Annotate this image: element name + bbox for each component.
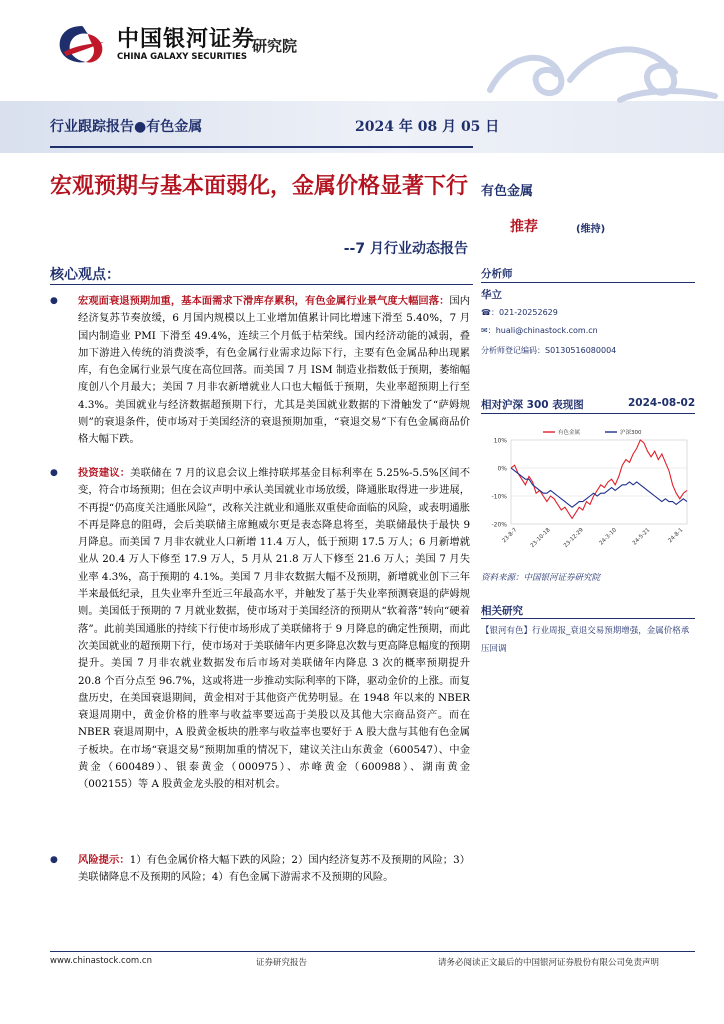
rating-note: (维持): [576, 224, 606, 235]
footer-divider: [50, 951, 695, 952]
analyst-email: ✉：huali@chinastock.com.cn: [481, 326, 598, 335]
logo-suffix: 研究院: [252, 37, 298, 55]
x-tick-label: 23-10-18: [529, 527, 552, 550]
x-tick-label: 24-3-10: [598, 527, 619, 547]
report-date: 2024 年 08 月 05 日: [355, 119, 500, 135]
bullet-dot-icon: ●: [50, 296, 58, 306]
y-tick-label: -20%: [491, 521, 507, 529]
analyst-heading: 分析师: [481, 268, 513, 280]
bullet-lead: 风险提示：: [78, 854, 130, 866]
relative-performance-chart: [481, 418, 695, 568]
bullet-text: [78, 465, 470, 794]
core-divider: [50, 284, 473, 285]
x-tick-label: 23-8-7: [501, 527, 519, 545]
core-viewpoint-label: 核心观点：: [50, 267, 120, 283]
bullet-dot-icon: ●: [50, 468, 58, 478]
cloud-swirl-icon: [470, 30, 720, 110]
bullet-body: 1）有色金属价格大幅下跌的风险；2）国内经济复苏不及预期的风险；3）美联储降息不及预期的风险；4）有色金属下游需求不及预期的风险。: [78, 854, 471, 884]
bullet-text: [78, 852, 470, 887]
page-subtitle: --7 月行业动态报告: [343, 241, 468, 257]
y-tick-label: 10%: [493, 437, 507, 445]
bullet-lead: 投资建议：: [78, 467, 131, 479]
analyst-cert: 分析师登记编码：S0130516080004: [481, 346, 617, 355]
bullet-body: 美联储在 7 月的议息会议上维持联邦基金目标利率在 5.25%-5.5%区间不变，符合市场预期；但在会议声明中承认美国就业市场放缓，降通胀取得进一步进展，不再提“仍高度关注通胀风险”，改称关注就业和通胀双重使命面临的风险，或表明通胀不再是降息的阻碍，会后美联储主席鲍威尔更是表态降息将至，美联储最快于最快 9 月降息。而美国 7 月非农就业人口新增 11.4 万人，低于预期 17.5 万人；6 月新增就业从 20.4 万人下修至 17.9 万人，5 月从 21.8 万人下修至 21.6 万人；美国 7 月失业率 4.3%，高于预期的 4.1%。美国 7 月非农数据大幅不及预期，新增就业创下三年半来最低纪录，且失业率升至近三年最高水平，并触发了基于失业率预测衰退的萨姆规则。美国低于预期的 7 月就业数据，使市场对于美国经济的预期从“软着落”转向“硬着落”。此前美国通胀的持续下行使市场形成了美联储将于 9 月降息的确定性预期，而此次美国就业的超预期下行，使市场对于美联储年内更多降息次数与更高降息幅度的预期提升。美国 7 月非农就业数据发布后市场对美联储年内降息 3 次的概率预期提升 20.8 个百分点至 96.7%，这或将进一步推动实际利率的下降，驱动金价的上涨。而复盘历史，在美国衰退期间，黄金相对于其他资产优势明显。在 1948 年以来的 NBER 衰退周期中，黄金价格的胜率与收益率要远高于美股以及其他大宗商品资产。而在 NBER 衰退周期中，A 股黄金板块的胜率与收益率也要好于 A 股大盘与其他有色金属子板块。在市场“衰退交易”预期加重的情况下，建议关注山东黄金（600547）、中金黄金（600489）、银泰黄金（000975）、赤峰黄金（600988）、湖南黄金（002155）等 A 股黄金龙头股的相对机会。: [78, 467, 471, 791]
bullet-lead: 宏观面衰退预期加重，基本面需求下滑库存累积，有色金属行业景气度大幅回落：: [78, 295, 450, 307]
bullet-risk: [50, 852, 470, 887]
report-type: 行业跟踪报告●有色金属: [50, 119, 203, 135]
x-tick-label: 24-5-21: [631, 527, 652, 547]
y-tick-label: -10%: [491, 493, 507, 501]
legend-label: 沪深300: [620, 430, 642, 436]
bullet-macro: [50, 293, 470, 449]
chart-divider: [481, 413, 695, 414]
footer-website[interactable]: www.chinastock.com.cn: [50, 956, 152, 966]
related-divider: [481, 618, 695, 619]
chart-heading: 相对沪深 300 表现图: [481, 399, 584, 411]
footer-center: 证券研究报告: [256, 958, 308, 968]
related-heading: 相关研究: [481, 605, 523, 617]
analyst-name: 华立: [481, 289, 502, 301]
analyst-phone: ☎：021-20252629: [481, 308, 558, 317]
bullet-dot-icon: ●: [50, 855, 58, 865]
rating-badge: 推荐: [510, 219, 538, 235]
chart-date: 2024-08-02: [628, 397, 696, 409]
x-tick-label: 23-12-29: [562, 527, 585, 550]
logo-text: 中国银河证券: [117, 27, 256, 52]
legend-label: 有色金属: [558, 430, 581, 436]
chart-source: 资料来源：中国银河证券研究院: [481, 573, 601, 583]
logo-english-text: CHINA GALAXY SECURITIES: [117, 52, 248, 62]
company-logo-icon: [54, 22, 110, 66]
bullet-text: [78, 293, 470, 449]
series-line-有色金属: [511, 440, 687, 518]
chart-plot-area: [511, 440, 687, 524]
bullet-body: 国内经济复苏节奏放缓，6 月国内规模以上工业增加值累计同比增速下滑至 5.40%，7 月国内制造业 PMI 下滑至 49.4%，连续三个月低于枯荣线。国内经济动能的减弱，叠加下游进入传统的消费淡季，有色金属行业需求边际下行，主要有色金属品种出现累库，有色金属行业景气度在高位回落。而美国 7 月 ISM 制造业指数低于预期，萎缩幅度创八个月最大；美国 7 月非农新增就业人口也大幅低于预期，失业率超预期上行至 4.3%。美国就业与经济数据超预期下行，尤其是美国就业数据的下滑触发了“萨姆规则”的衰退条件，使市场对于美国经济的衰退预期加重，“衰退交易”下有色金属商品价格大幅下跌。: [78, 295, 471, 446]
page-title: 宏观预期与基本面弱化，金属价格显著下行: [50, 174, 469, 199]
analyst-divider: [481, 282, 695, 283]
bullet-investment: [50, 465, 470, 794]
x-tick-label: 24-8-1: [667, 527, 685, 545]
sidebar-sector: 有色金属: [481, 184, 534, 199]
related-report-link[interactable]: 【银河有色】行业周报_衰退交易预期增强，金属价格承压回调: [481, 626, 690, 654]
header-divider: [50, 146, 473, 148]
y-tick-label: 0%: [497, 465, 507, 473]
footer-disclaimer: 请务必阅读正文最后的中国银河证券股份有限公司免责声明: [438, 958, 660, 968]
